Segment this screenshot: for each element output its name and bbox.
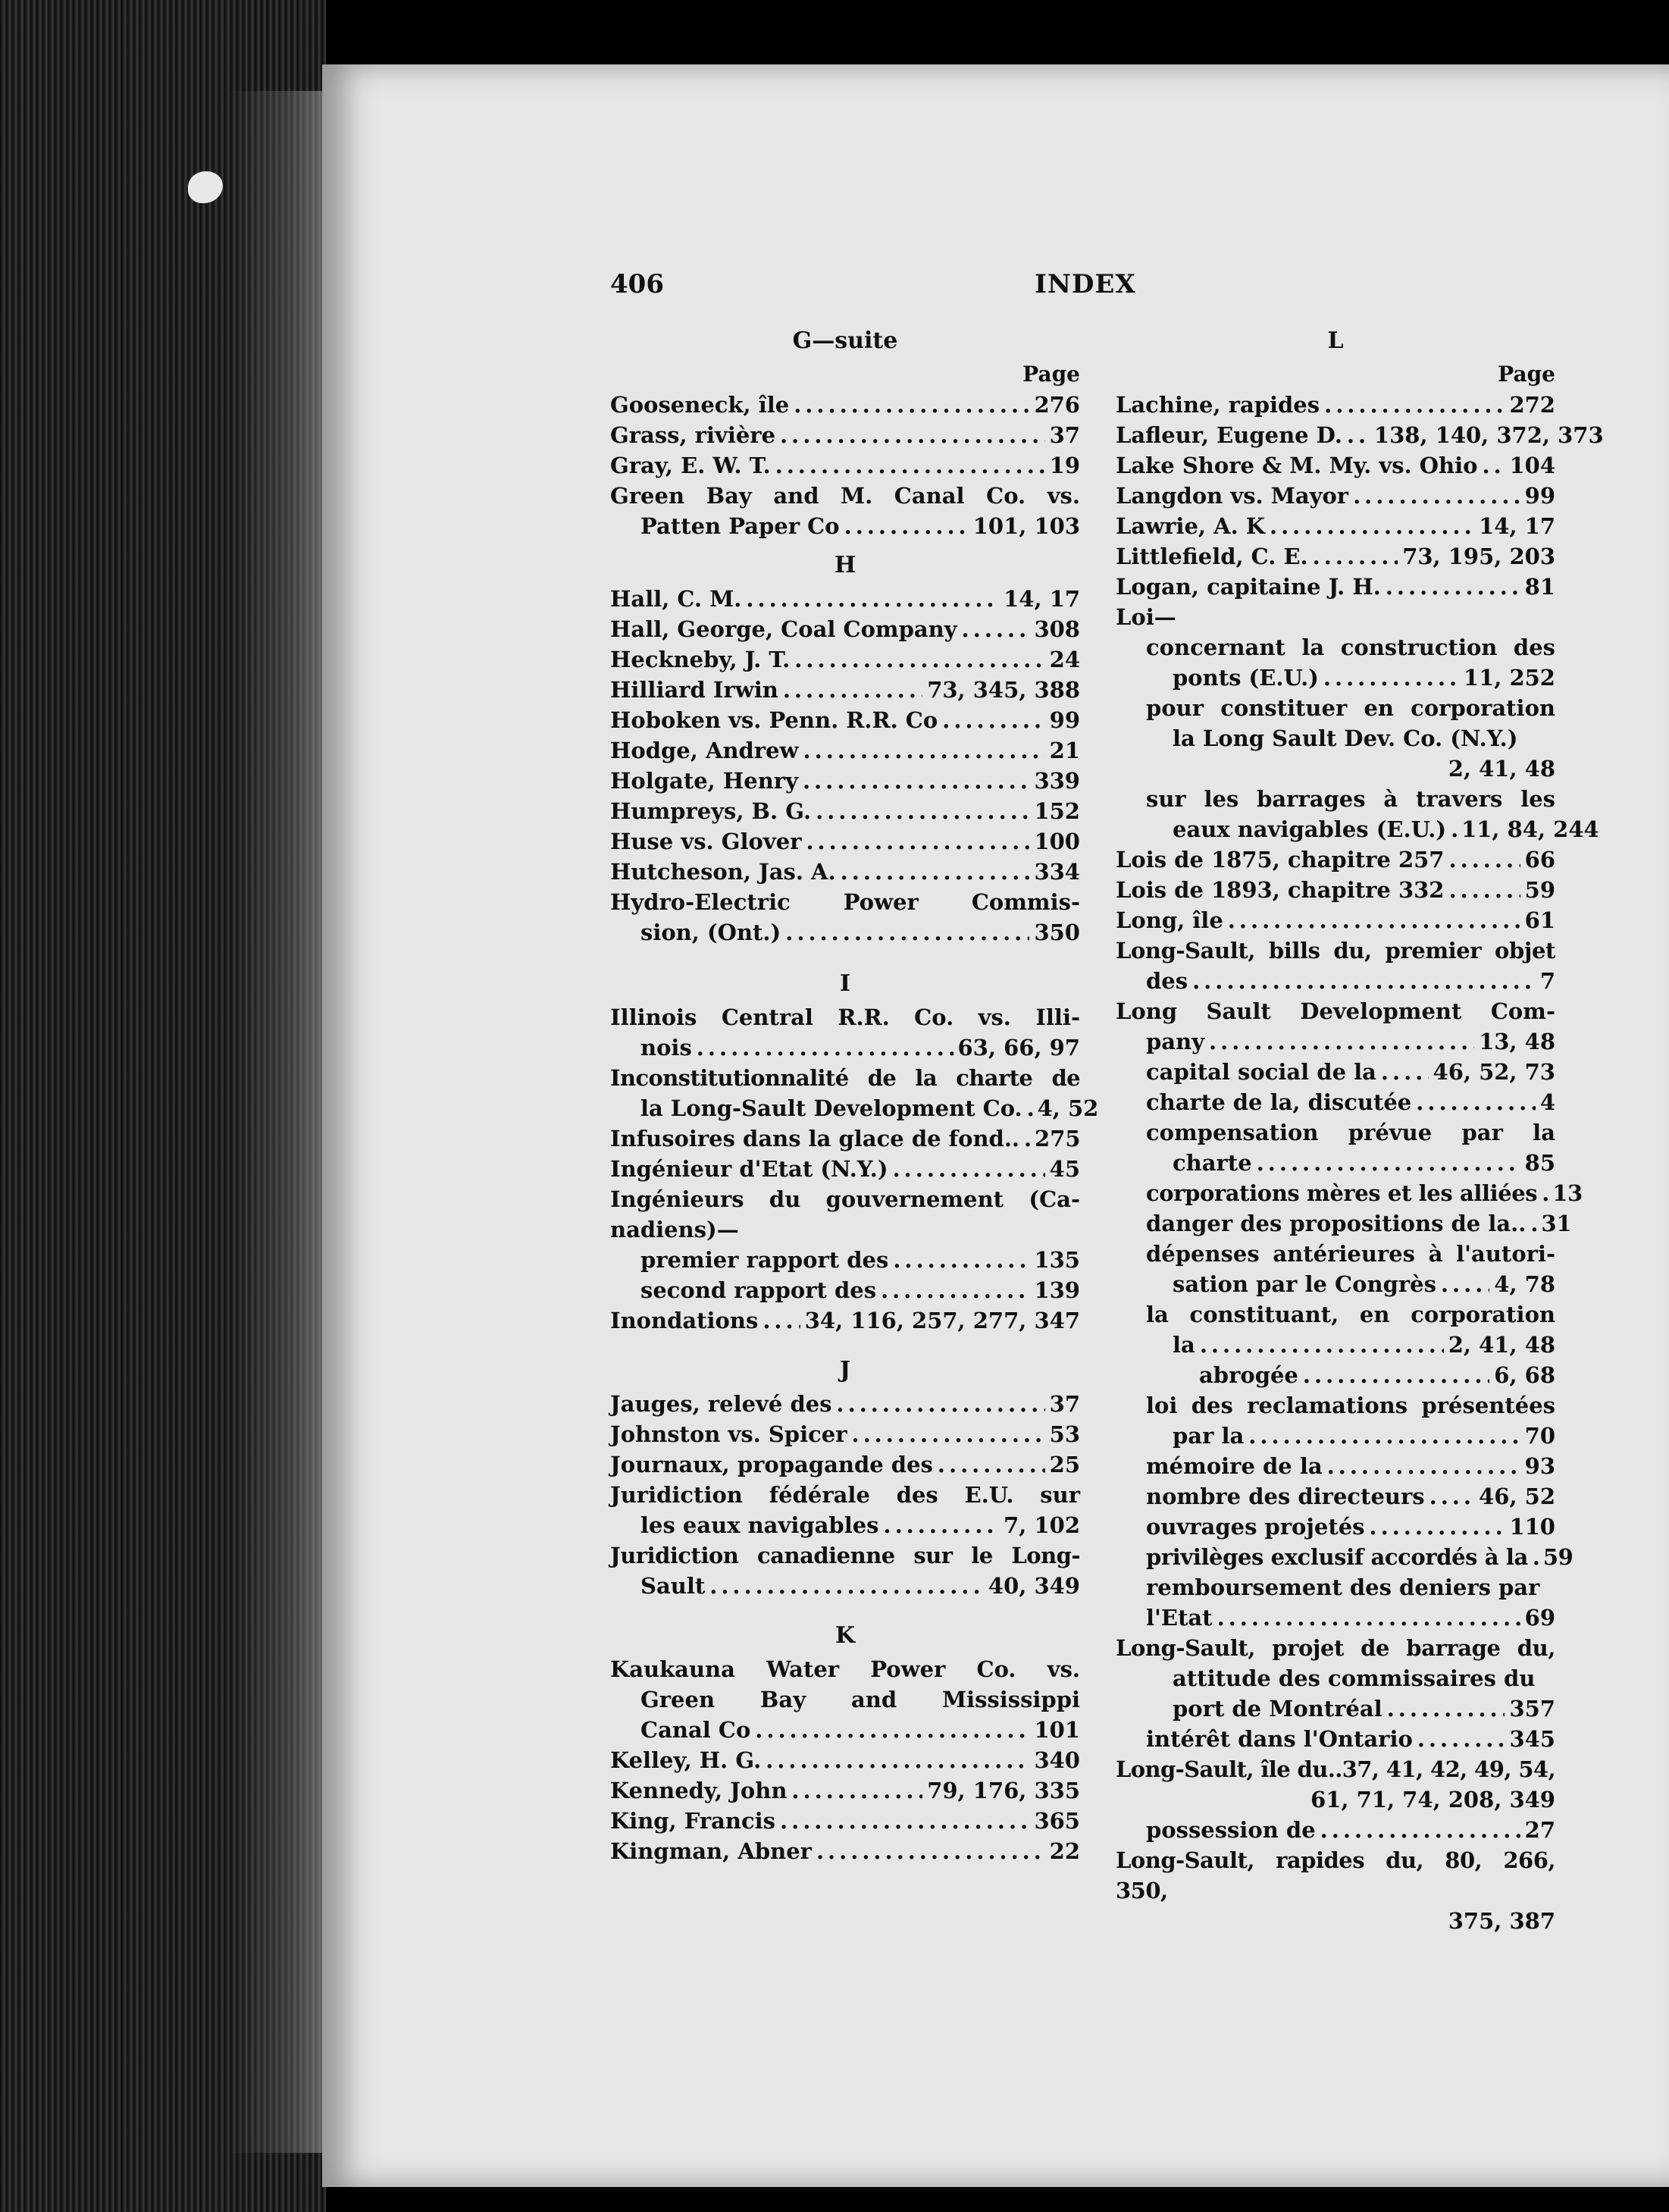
dot-leader [803,735,1045,766]
index-entry [610,1123,1080,1154]
index-entry [1116,905,1555,935]
entry-name: Lachine, rapides [1116,392,1320,418]
entry-name: Gooseneck, île [610,392,790,418]
dot-leader [883,1510,999,1540]
index-entry: Long-Sault, île du..37, 41, 42, 49, 54, [1116,1756,1555,1782]
dot-leader [1324,390,1505,420]
index-entry: Long Sault Development Com- [1116,998,1555,1024]
entry-page: 37 [1049,1391,1080,1417]
dot-leader [780,420,1045,450]
dot-leader [816,796,1029,826]
entry-page: 139 [1034,1277,1080,1303]
dot-leader [1320,1815,1520,1845]
entry-page: 81 [1524,574,1555,600]
entry-page: 13 [1552,1180,1583,1206]
index-entry: 2, 41, 48 [1448,756,1555,782]
index-entry: Green Bay and Mississippi [640,1687,1080,1712]
dot-leader [746,584,999,614]
entry-page: 110 [1509,1514,1555,1540]
dot-leader [794,644,1044,675]
entry-page: 37 [1049,422,1080,448]
entry-name: Inondations [610,1308,759,1333]
index-entry: Long-Sault, projet de barrage du, [1116,1635,1555,1661]
index-entry [610,675,1080,705]
entry-page: 11, 84, 244 [1461,816,1599,842]
entry-name: capital social de la [1146,1059,1376,1085]
index-entry [610,1154,1080,1184]
index-entry: remboursement des deniers par [1146,1574,1540,1600]
entry-page: 11, 252 [1463,665,1555,691]
index-entry [1116,572,1555,602]
entry-name: nois [640,1035,692,1061]
entry-name: Journaux, propagande des [610,1452,933,1477]
index-entry [610,1389,1080,1419]
entry-name: Kelley, H. G. [610,1747,762,1773]
entry-name: Lois de 1875, chapitre 257 [1116,847,1445,873]
index-entry [610,644,1080,675]
entry-page: 34, 116, 257, 277, 347 [804,1308,1080,1333]
entry-name: Ingénieur d'Etat (N.Y.) [610,1156,888,1182]
dot-leader [1416,1087,1536,1117]
index-entry [610,1032,1080,1063]
dot-leader [1387,1693,1505,1724]
index-entry: Loi— [1116,604,1176,630]
dot-leader [844,511,969,541]
dot-leader [851,1419,1044,1449]
dot-leader [1530,1208,1536,1239]
index-entry: 61, 71, 74, 208, 349 [1310,1787,1555,1813]
entry-page: 152 [1034,798,1080,824]
index-entry [610,1449,1080,1480]
dot-leader [1303,1360,1489,1390]
dot-leader [1353,481,1520,511]
entry-name: la Long-Sault Development Co. [640,1095,1022,1121]
index-entry [610,511,1080,541]
index-entry: loi des reclamations présentées [1146,1393,1555,1418]
entry-page: 104 [1509,453,1556,478]
dot-leader [1257,1148,1520,1178]
index-entry: pour constituer en corporation [1146,695,1555,721]
dot-leader [755,1715,1029,1745]
entry-page: 101 [1034,1717,1080,1743]
index-entry: Green Bay and M. Canal Co. vs. [610,483,1080,509]
dot-leader [893,1154,1045,1184]
index-entry [610,766,1080,796]
index-entry [610,1806,1080,1836]
dot-leader [1200,1330,1444,1360]
entry-page: 99 [1524,483,1555,509]
index-entry [610,796,1080,826]
entry-name: Infusoires dans la glace de fond.. [610,1126,1020,1151]
index-entry [1116,481,1555,511]
dot-leader [1313,541,1398,572]
entry-name: Hall, C. M. [610,586,742,612]
entry-name: Kingman, Abner [610,1838,812,1864]
entry-page: 93 [1524,1453,1555,1479]
index-entry [1116,1815,1555,1845]
entry-page: 272 [1509,392,1555,418]
index-entry [1116,390,1555,420]
entry-name: port de Montréal [1173,1696,1382,1722]
index-entry [1116,1724,1555,1754]
dot-leader [791,1775,922,1806]
section-heading-k: K [834,1622,856,1649]
dot-leader [697,1032,953,1063]
index-entry [1116,1178,1583,1208]
dot-leader [1429,1481,1475,1512]
index-entry [610,705,1080,735]
entry-page: 73, 345, 388 [927,677,1080,703]
entry-page: 275 [1035,1126,1081,1151]
entry-name: corporations mères et les alliées [1146,1180,1538,1206]
dot-leader [1217,1603,1520,1633]
entry-name: nombre des directeurs [1146,1484,1425,1509]
entry-name: Littlefield, C. E. [1116,544,1308,569]
index-entry [1116,1330,1555,1360]
dot-leader [1323,663,1459,693]
page-number: 406 [610,269,664,299]
entry-name: Heckneby, J. T. [610,647,791,672]
entry-page: 19 [1049,453,1080,478]
entry-name: charte [1173,1150,1252,1176]
index-entry [1116,1451,1555,1481]
dot-leader [1327,1451,1520,1481]
index-entry: Kaukauna Water Power Co. vs. [610,1656,1080,1682]
entry-page: 365 [1034,1808,1080,1834]
entry-page: 308 [1034,616,1080,642]
entry-page: 4, 52 [1037,1095,1099,1121]
entry-name: Jauges, relevé des [610,1391,832,1417]
dot-leader [806,826,1029,857]
index-entry [1116,1148,1555,1178]
index-entry [1116,1693,1555,1724]
dot-leader [1542,1178,1548,1208]
entry-page: 63, 66, 97 [957,1035,1080,1061]
dot-leader [1381,1057,1429,1087]
index-entry [1116,844,1555,875]
entry-name: danger des propositions de la.. [1146,1211,1527,1236]
index-entry: Hydro-Electric Power Commis- [610,889,1080,915]
entry-name: eaux navigables (E.U.) [1173,816,1447,842]
entry-name: abrogée [1199,1362,1298,1388]
entry-name: Canal Co [640,1717,751,1743]
entry-page: 14, 17 [1479,513,1555,539]
section-heading-j: J [839,1357,851,1383]
dot-leader [794,390,1029,420]
dot-leader [775,450,1045,481]
entry-page: 276 [1034,392,1080,418]
entry-name: Hilliard Irwin [610,677,778,703]
index-entry [1116,1481,1555,1512]
entry-name: Patten Paper Co [640,513,840,539]
index-entry [1116,1360,1555,1390]
entry-name: pany [1146,1029,1205,1054]
entry-name: Huse vs. Glover [610,829,802,854]
index-entry: Juridiction fédérale des E.U. sur [610,1482,1080,1508]
index-entry [610,1419,1080,1449]
index-entry [610,1305,1080,1336]
entry-name: des [1146,968,1188,994]
section-heading-l: L [1327,327,1344,354]
entry-page: 31 [1541,1211,1572,1236]
entry-page: 101, 103 [972,513,1080,539]
index-entry [610,390,1080,420]
left-column [610,326,1099,1866]
entry-name: sion, (Ont.) [640,920,781,945]
entry-name: King, Francis [610,1808,776,1834]
entry-name: Johnston vs. Spicer [610,1421,847,1447]
dot-leader [1451,814,1457,844]
entry-name: Hall, George, Coal Company [610,616,957,642]
index-entry [610,1715,1080,1745]
dot-leader [1441,1269,1489,1299]
entry-name: Lois de 1893, chapitre 332 [1116,877,1445,903]
entry-page: 4, 78 [1494,1271,1555,1297]
entry-name: second rapport des [640,1277,877,1303]
index-entry [610,1775,1080,1806]
entry-name: ouvrages projetés [1146,1514,1365,1540]
entry-name: Humpreys, B. G. [610,798,812,824]
entry-page: 14, 17 [1004,586,1080,612]
entry-page: 40, 349 [988,1573,1080,1599]
index-entry [610,735,1080,766]
page-column-label: Page [1022,362,1080,387]
index-entry [610,857,1080,887]
index-entry [610,584,1080,614]
entry-page: 7 [1539,968,1555,994]
entry-name: Lafleur, Eugene D. [1116,422,1342,448]
entry-name: Hodge, Andrew [610,738,799,763]
entry-page: 59 [1542,1544,1573,1570]
dot-leader [1209,1026,1474,1057]
entry-name: Gray, E. W. T. [610,453,771,478]
entry-page: 21 [1049,738,1080,763]
entry-page: 79, 176, 335 [927,1778,1080,1803]
entry-name: Kennedy, John [610,1778,788,1803]
index-entry [610,1093,1099,1123]
index-entry [1116,875,1555,905]
entry-name: Holgate, Henry [610,768,798,794]
entry-page: 99 [1049,707,1080,733]
entry-name: sation par le Congrès [1173,1271,1436,1297]
entry-page: 4 [1539,1089,1555,1115]
entry-page: 46, 52 [1479,1484,1555,1509]
entry-name: les eaux navigables [640,1512,879,1538]
entry-name: privilèges exclusif accordés à la [1146,1544,1528,1570]
index-entry [1116,511,1555,541]
dot-leader [942,705,1044,735]
entry-page: 73, 195, 203 [1402,544,1555,569]
index-entry [1116,1542,1573,1572]
index-entry: attitude des commissaires du [1173,1665,1536,1691]
entry-name: possession de [1146,1817,1316,1843]
dot-leader [893,1245,1029,1275]
index-entry [1116,1421,1555,1451]
entry-page: 22 [1049,1838,1080,1864]
index-entry: concernant la construction des [1146,634,1555,660]
index-entry [1116,420,1604,450]
dot-leader [1024,1123,1030,1154]
index-entry [1116,541,1555,572]
entry-page: 59 [1524,877,1555,903]
dot-leader [1386,572,1520,602]
index-entry: 375, 387 [1448,1908,1555,1934]
dot-leader [1417,1724,1505,1754]
entry-name: Grass, rivière [610,422,776,448]
index-entry: dépenses antérieures à l'autori- [1146,1241,1555,1267]
section-heading-i: I [839,970,851,997]
dot-leader [1370,1512,1505,1542]
entry-name: Long, île [1116,907,1223,933]
index-entry: compensation prévue par la [1146,1120,1555,1145]
dot-leader [1228,905,1520,935]
dot-leader [938,1449,1045,1480]
entry-page: 138, 140, 372, 373 [1373,422,1604,448]
entry-page: 100 [1034,829,1080,854]
index-entry [610,420,1080,450]
index-entry [1116,450,1555,481]
entry-name: Sault [640,1573,706,1599]
dot-leader [1449,875,1520,905]
index-entry [610,450,1080,481]
dot-leader [1248,1421,1520,1451]
entry-name: Logan, capitaine J. H. [1116,574,1381,600]
entry-page: 135 [1034,1247,1080,1273]
dot-leader [881,1275,1029,1305]
dot-leader [785,917,1029,948]
index-entry [1116,814,1599,844]
entry-name: mémoire de la [1146,1453,1323,1479]
entry-name: Lake Shore & M. My. vs. Ohio [1116,453,1478,478]
index-entry [1116,1269,1555,1299]
dot-leader [816,1836,1045,1866]
index-entry [1116,966,1555,996]
section-heading-g: G—suite [792,327,898,354]
section-heading-h: H [834,552,856,578]
dot-leader [962,614,1030,644]
page-header [610,269,1137,307]
index-entry [1116,1603,1555,1633]
index-entry: Inconstitutionnalité de la charte de [610,1065,1080,1091]
dot-leader [841,857,1030,887]
entry-name: charte de la, discutée [1146,1089,1412,1115]
entry-page: 66 [1524,847,1555,873]
index-entry [610,1510,1080,1540]
entry-name: premier rapport des [640,1247,889,1273]
index-entry [610,917,1080,948]
index-entry [1116,1208,1572,1239]
entry-page: 69 [1524,1605,1555,1631]
index-entry [1116,1512,1555,1542]
entry-page: 345 [1509,1726,1555,1752]
entry-page: 357 [1509,1696,1555,1722]
index-entry [610,614,1080,644]
entry-page: 70 [1524,1423,1555,1449]
index-entry [1116,1057,1555,1087]
entry-page: 46, 52, 73 [1433,1059,1555,1085]
entry-page: 25 [1049,1452,1080,1477]
index-entry [610,1275,1080,1305]
index-entry [1116,663,1555,693]
entry-page: 27 [1524,1817,1555,1843]
entry-name: la [1173,1332,1195,1358]
index-entry: Juridiction canadienne sur le Long- [610,1543,1080,1568]
entry-page: 85 [1524,1150,1555,1176]
right-column [1116,326,1604,1936]
entry-name: par la [1173,1423,1245,1449]
page-gutter-shadow [227,91,326,2153]
index-entry: sur les barrages à travers les [1146,786,1555,812]
index-entry: nadiens)— [610,1217,739,1242]
page-column-label: Page [1498,362,1555,387]
index-entry [610,1571,1080,1601]
entry-name: l'Etat [1146,1605,1213,1631]
entry-page: 61 [1524,907,1555,933]
entry-page: 334 [1034,859,1080,885]
dot-leader [1347,420,1370,450]
index-entry: la Long Sault Dev. Co. (N.Y.) [1173,725,1518,751]
index-entry [610,1745,1080,1775]
index-entry: Illinois Central R.R. Co. vs. Illi- [610,1004,1080,1030]
dot-leader [709,1571,984,1601]
dot-leader [1482,450,1505,481]
index-entry [1116,1087,1555,1117]
dot-leader [1027,1093,1033,1123]
entry-name: Lawrie, A. K [1116,513,1265,539]
index-entry: Long-Sault, bills du, premier objet [1116,938,1555,963]
dot-leader [837,1389,1045,1419]
entry-page: 340 [1034,1747,1080,1773]
entry-page: 7, 102 [1004,1512,1080,1538]
dot-leader [803,766,1030,796]
entry-page: 53 [1049,1421,1080,1447]
dot-leader [766,1745,1029,1775]
entry-page: 350 [1034,920,1080,945]
dot-leader [762,1305,800,1336]
entry-name: Hoboken vs. Penn. R.R. Co [610,707,938,733]
entry-name: Langdon vs. Mayor [1116,483,1349,509]
entry-page: 6, 68 [1494,1362,1555,1388]
entry-page: 2, 41, 48 [1448,1332,1555,1358]
dot-leader [1449,844,1520,875]
index-entry [610,1245,1080,1275]
dot-leader [1533,1542,1539,1572]
entry-page: 45 [1049,1156,1080,1182]
index-entry: Ingénieurs du gouvernement (Ca- [610,1186,1080,1212]
entry-name: intérêt dans l'Ontario [1146,1726,1413,1752]
dot-leader [1192,966,1536,996]
index-entry [610,1836,1080,1866]
index-entry [610,826,1080,857]
page-title: INDEX [1035,269,1136,299]
index-entry: la constituant, en corporation [1146,1302,1555,1327]
dot-leader [783,675,922,705]
entry-page: 339 [1034,768,1080,794]
entry-name: ponts (E.U.) [1173,665,1319,691]
entry-page: 13, 48 [1479,1029,1555,1054]
dot-leader [780,1806,1029,1836]
dot-leader [1270,511,1474,541]
entry-page: 24 [1049,647,1080,672]
index-entry [1116,1026,1555,1057]
entry-name: Hutcheson, Jas. A. [610,859,836,885]
index-entry: Long-Sault, rapides du, 80, 266, 350, [1116,1847,1555,1903]
